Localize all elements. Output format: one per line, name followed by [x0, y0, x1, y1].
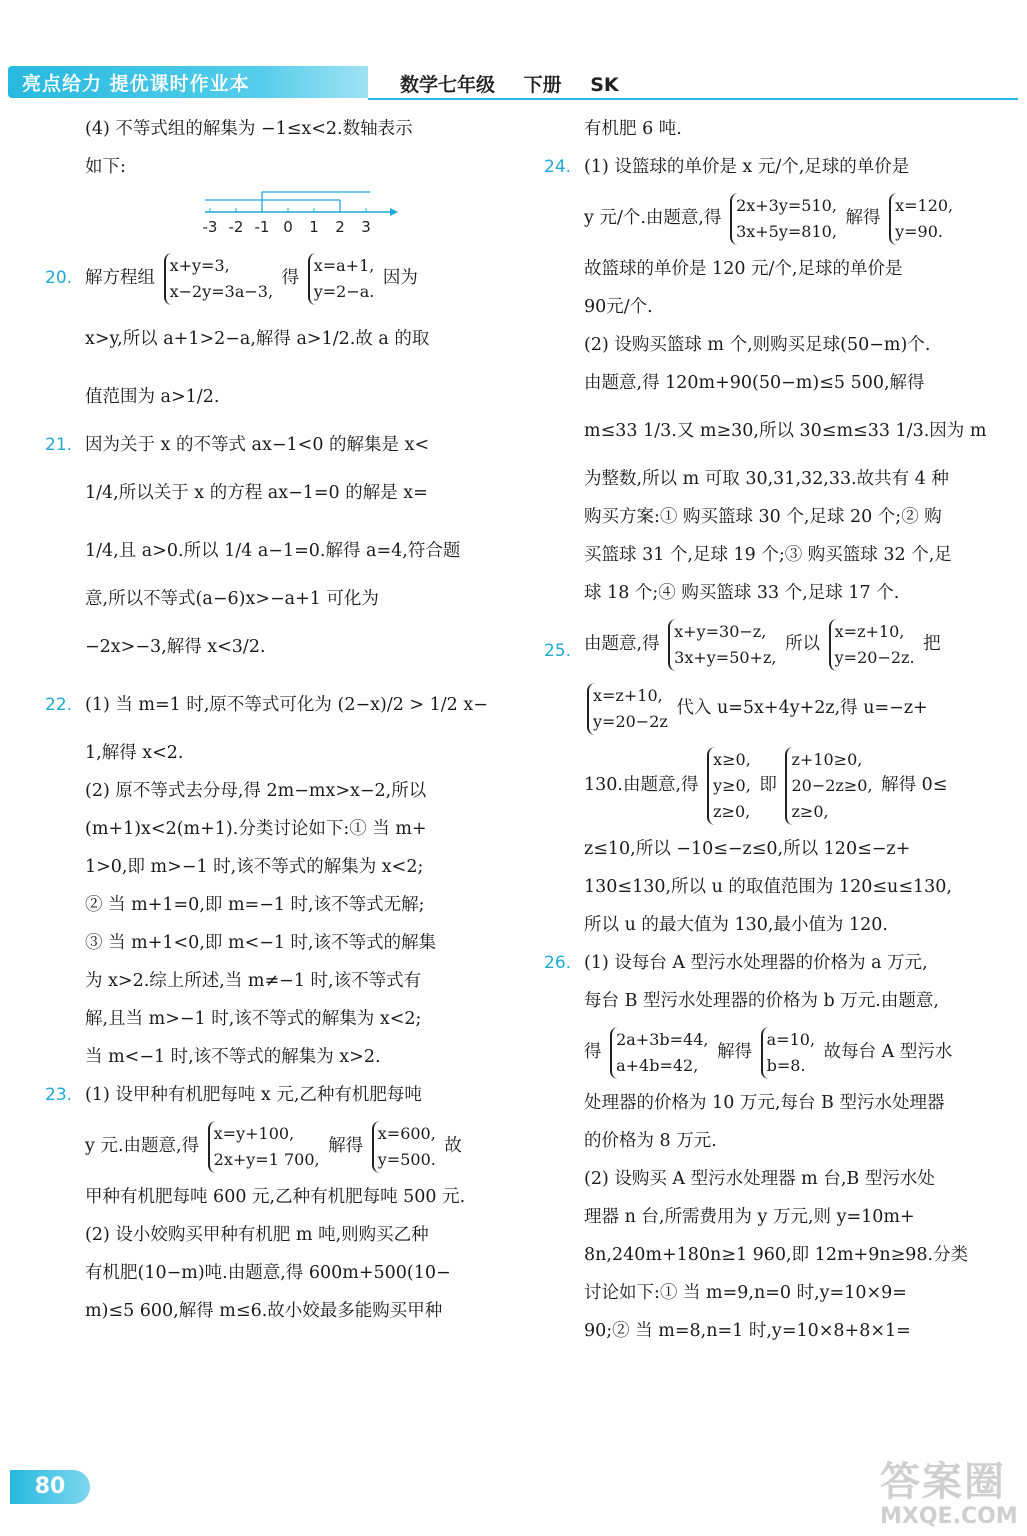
problem-number: 21.	[45, 435, 73, 455]
solution-system	[889, 193, 953, 245]
text-line: 有机肥 6 吨.	[584, 119, 682, 139]
equation: x+y=30−z,	[674, 621, 767, 641]
problem-21	[45, 426, 510, 676]
text-line: x>y,所以 a+1>2−a,解得 a>1/2.故 a 的取	[85, 329, 430, 349]
text-line: (1) 设甲种有机肥每吨 x 元,乙种有机肥每吨	[85, 1085, 422, 1105]
text-line: 故篮球的单价是 120 元/个,足球的单价是	[584, 259, 903, 279]
inequality: x≥0,	[713, 749, 751, 769]
brand-text: 亮点给力 提优课时作业本	[22, 73, 250, 95]
equation: y=2−a.	[313, 281, 375, 301]
inequality: z≥0,	[713, 801, 751, 821]
tick-label: -3	[202, 218, 218, 236]
text-line: 由题意,得 120m+90(50−m)≤5 500,解得	[584, 373, 925, 393]
text: 130.由题意,得	[584, 775, 699, 795]
equation-system	[668, 619, 776, 671]
text-line: 每台 B 型污水处理器的价格为 b 万元.由题意,	[584, 991, 939, 1011]
text-line: 1/4,且 a>0.所以 1/4 a−1=0.解得 a=4,符合题	[85, 541, 461, 561]
inequality-system	[707, 747, 751, 825]
problem-25	[544, 612, 1009, 944]
text: 代入 u=5x+4y+2z,得 u=−z+	[676, 698, 928, 718]
text-line: (4) 不等式组的解集为 −1≤x<2.数轴表示	[85, 119, 413, 139]
equation-system	[610, 1027, 708, 1079]
problem-number: 20.	[45, 268, 73, 288]
text-line: (2) 原不等式去分母,得 2m−mx>x−2,所以	[85, 781, 427, 801]
text: 把	[923, 634, 941, 654]
brand-banner	[8, 66, 368, 98]
text-line: (2) 设购买篮球 m 个,则购买足球(50−m)个.	[584, 335, 931, 355]
tick-label: 3	[361, 218, 371, 236]
text-line: (2) 设小姣购买甲种有机肥 m 吨,则购买乙种	[85, 1225, 429, 1245]
equation: y=20−2z.	[834, 647, 915, 667]
problem-number: 23.	[45, 1085, 73, 1105]
text-line: 130≤130,所以 u 的取值范围为 120≤u≤130,	[584, 877, 952, 897]
problem-20	[45, 246, 510, 310]
text-line: 当 m<−1 时,该不等式的解集为 x>2.	[85, 1047, 381, 1067]
text-line: 1,解得 x<2.	[85, 743, 184, 763]
watermark-url: MXQE.COM	[880, 1504, 1018, 1529]
solution-system	[308, 253, 375, 305]
right-column	[544, 110, 1009, 1350]
text-line: (m+1)x<2(m+1).分类讨论如下:① 当 m+	[85, 819, 427, 839]
equation: x=z+10,	[593, 685, 663, 705]
problem-22	[45, 676, 510, 1076]
book-title: 数学七年级 下册 SK	[400, 74, 619, 96]
text-line: (1) 设每台 A 型污水处理器的价格为 a 万元,	[584, 953, 928, 973]
page-header	[0, 62, 1027, 102]
text-line: −2x>−3,解得 x<3/2.	[85, 637, 266, 657]
text: 解得 0≤	[881, 775, 948, 795]
equation: x=z+10,	[834, 621, 905, 641]
inequality: z≥0,	[791, 801, 829, 821]
text-line: 有机肥(10−m)吨.由题意,得 600m+500(10−	[85, 1263, 451, 1283]
equation-system	[164, 253, 273, 305]
text-line: (1) 设篮球的单价是 x 元/个,足球的单价是	[584, 157, 910, 177]
tick-label: 2	[335, 218, 345, 236]
problem-number: 22.	[45, 695, 73, 715]
inequality: z+10≥0,	[791, 749, 863, 769]
equation: y=20−2z	[593, 711, 668, 731]
text-line: 1/4,所以关于 x 的方程 ax−1=0 的解是 x=	[85, 483, 428, 503]
text-line: 讨论如下:① 当 m=9,n=0 时,y=10×9=	[584, 1283, 907, 1303]
problem-26	[544, 944, 1009, 1350]
inequality: 20−2z≥0,	[791, 775, 873, 795]
text-line: 解,且当 m>−1 时,该不等式的解集为 x<2;	[85, 1009, 422, 1029]
equation: 2x+3y=510,	[736, 195, 837, 215]
left-column	[45, 110, 510, 1330]
equation: x=600,	[377, 1123, 436, 1143]
text-line: 如下:	[85, 157, 126, 177]
equation: x+y=3,	[169, 255, 230, 275]
solution-system	[761, 1027, 815, 1079]
inequality-system	[785, 747, 872, 825]
number-line-figure	[85, 186, 510, 246]
equation: y=90.	[895, 221, 943, 241]
equation: x=a+1,	[313, 255, 375, 275]
text-line	[584, 676, 1009, 740]
page-number: 80	[10, 1470, 90, 1504]
text-line	[85, 1114, 510, 1178]
text-line: 买篮球 31 个,足球 19 个;③ 购买篮球 32 个,足	[584, 545, 952, 565]
text-line: 为整数,所以 m 可取 30,31,32,33.故共有 4 种	[584, 469, 949, 489]
equation: 3x+5y=810,	[736, 221, 837, 241]
text: 解得	[845, 208, 881, 228]
tick-label: -2	[228, 218, 244, 236]
text: 故每台 A 型污水	[823, 1042, 953, 1062]
text: 所以	[785, 634, 821, 654]
text-line: 1>0,即 m>−1 时,该不等式的解集为 x<2;	[85, 857, 424, 877]
text-line: ③ 当 m+1<0,即 m<−1 时,该不等式的解集	[85, 933, 437, 953]
text-line	[584, 186, 1009, 250]
text: 得	[584, 1042, 602, 1062]
text-line: 甲种有机肥每吨 600 元,乙种有机肥每吨 500 元.	[85, 1187, 466, 1207]
equation-system	[587, 683, 668, 735]
text-line: 理器 n 台,所需费用为 y 万元,则 y=10m+	[584, 1207, 915, 1227]
problem-number: 26.	[544, 953, 572, 973]
equation: 3x+y=50+z,	[674, 647, 777, 667]
text-line: (1) 当 m=1 时,原不等式可化为 (2−x)/2 > 1/2 x−	[85, 695, 488, 715]
header-rule	[368, 98, 1018, 100]
tick-label: 1	[309, 218, 319, 236]
text: 解方程组	[85, 268, 155, 288]
text-line: m≤33 1/3.又 m≥30,所以 30≤m≤33 1/3.因为 m	[584, 421, 987, 441]
equation: 2x+y=1 700,	[213, 1149, 320, 1169]
text-line: 值范围为 a>1/2.	[85, 387, 220, 407]
text: 解得	[328, 1136, 364, 1156]
text-line: m)≤5 600,解得 m≤6.故小姣最多能购买甲种	[85, 1301, 443, 1321]
problem-number: 24.	[544, 157, 572, 177]
text-line: 球 18 个;④ 购买篮球 33 个,足球 17 个.	[584, 583, 900, 603]
text-line	[584, 612, 1009, 676]
text-line	[584, 740, 1009, 830]
problem-24	[544, 148, 1009, 612]
tick-label: 0	[283, 218, 293, 236]
watermark-logo	[880, 1460, 1018, 1530]
solution-system	[829, 619, 915, 671]
inequality: y≥0,	[713, 775, 751, 795]
text: 解得	[717, 1042, 753, 1062]
equation-system	[730, 193, 837, 245]
text-line: ② 当 m+1=0,即 m=−1 时,该不等式无解;	[85, 895, 425, 915]
equation: x−2y=3a−3,	[169, 281, 274, 301]
equation: a+4b=42,	[616, 1055, 699, 1075]
text: 得	[281, 268, 300, 288]
equation: b=8.	[766, 1055, 806, 1075]
text: 即	[759, 775, 777, 795]
text-line	[584, 1020, 1009, 1084]
text-line: 意,所以不等式(a−6)x>−a+1 可化为	[85, 589, 379, 609]
text-line: 90元/个.	[584, 297, 653, 317]
equation: x=y+100,	[213, 1123, 295, 1143]
text-line: (2) 设购买 A 型污水处理器 m 台,B 型污水处	[584, 1169, 935, 1189]
text-line: z≤10,所以 −10≤−z≤0,所以 120≤−z+	[584, 839, 911, 859]
equation-system	[208, 1121, 320, 1173]
equation: 2a+3b=44,	[616, 1029, 709, 1049]
text-line: 为 x>2.综上所述,当 m≠−1 时,该不等式有	[85, 971, 422, 991]
text-line: 因为关于 x 的不等式 ax−1<0 的解集是 x<	[85, 435, 430, 455]
text: 因为	[382, 268, 418, 288]
text-line: 90;② 当 m=8,n=1 时,y=10×8+8×1=	[584, 1321, 911, 1341]
text-line: 处理器的价格为 10 万元,每台 B 型污水处理器	[584, 1093, 945, 1113]
solution-system	[372, 1121, 436, 1173]
text-line: 所以 u 的最大值为 130,最小值为 120.	[584, 915, 888, 935]
text-line: 8n,240m+180n≥1 960,即 12m+9n≥98.分类	[584, 1245, 969, 1265]
text: 由题意,得	[584, 634, 660, 654]
text: y 元/个.由题意,得	[584, 208, 722, 228]
watermark-text: 答案圈	[880, 1459, 1006, 1505]
number-line-svg	[200, 186, 420, 246]
text-line: 购买方案:① 购买篮球 30 个,足球 20 个;② 购	[584, 507, 942, 527]
problem-number: 25.	[544, 641, 572, 661]
problem-23	[45, 1076, 510, 1330]
tick-label: -1	[254, 218, 270, 236]
text-line: 的价格为 8 万元.	[584, 1131, 717, 1151]
text: y 元.由题意,得	[85, 1136, 200, 1156]
text: 故	[444, 1136, 462, 1156]
equation: a=10,	[766, 1029, 816, 1049]
equation: x=120,	[895, 195, 954, 215]
equation: y=500.	[377, 1149, 436, 1169]
